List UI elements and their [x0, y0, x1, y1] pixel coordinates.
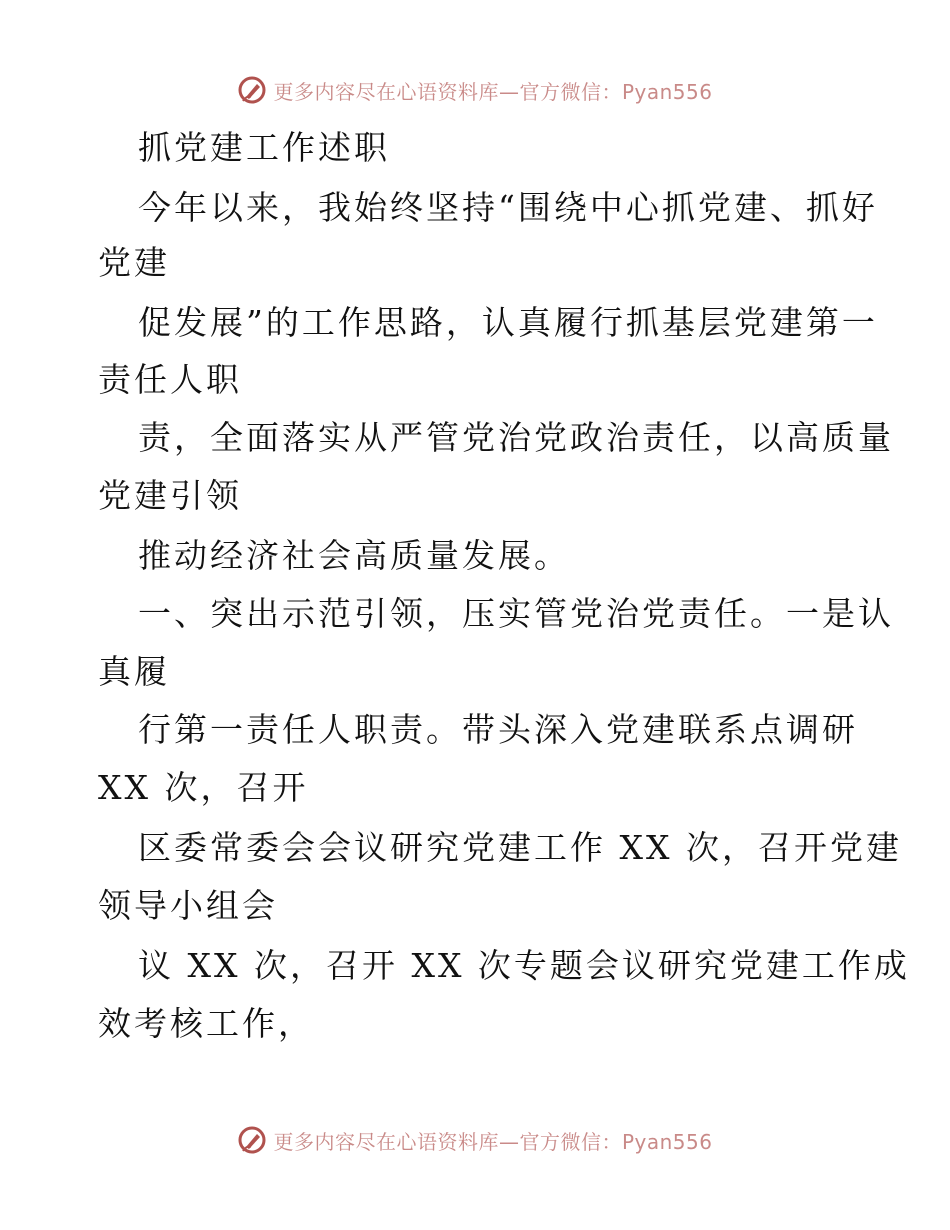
header-banner-text: 更多内容尽在心语资料库—官方微信：Pyan556: [273, 79, 713, 104]
footer-banner: [0, 1120, 950, 1160]
footer-banner-text: 更多内容尽在心语资料库—官方微信：Pyan556: [273, 1129, 713, 1154]
document-line: 党建: [98, 243, 170, 282]
document-line: 一、突出示范引领，压实管党治党责任。一是认: [138, 594, 894, 633]
pen-circle-logo-icon: [237, 1125, 267, 1155]
document-line: 效考核工作，: [98, 1004, 314, 1043]
document-line: 区委常委会会议研究党建工作 XX 次，召开党建: [138, 828, 902, 867]
document-line: 领导小组会: [98, 886, 278, 925]
document-line: 真履: [98, 652, 170, 691]
document-line: 责任人职: [98, 360, 242, 399]
document-line: 责，全面落实从严管党治党政治责任，以高质量: [138, 418, 894, 457]
document-line: 行第一责任人职责。带头深入党建联系点调研: [138, 710, 858, 749]
document-line: 推动经济社会高质量发展。: [138, 536, 570, 575]
header-banner: [0, 70, 950, 110]
document-line: 促发展”的工作思路，认真履行抓基层党建第一: [138, 303, 878, 342]
document-title: 抓党建工作述职: [138, 128, 390, 167]
document-line: 议 XX 次，召开 XX 次专题会议研究党建工作成: [138, 946, 910, 985]
document-line: 党建引领: [98, 476, 242, 515]
pen-circle-logo-icon: [237, 75, 267, 105]
document-line: XX 次，召开: [98, 768, 309, 807]
document-line: 今年以来，我始终坚持“围绕中心抓党建、抓好: [138, 188, 878, 227]
